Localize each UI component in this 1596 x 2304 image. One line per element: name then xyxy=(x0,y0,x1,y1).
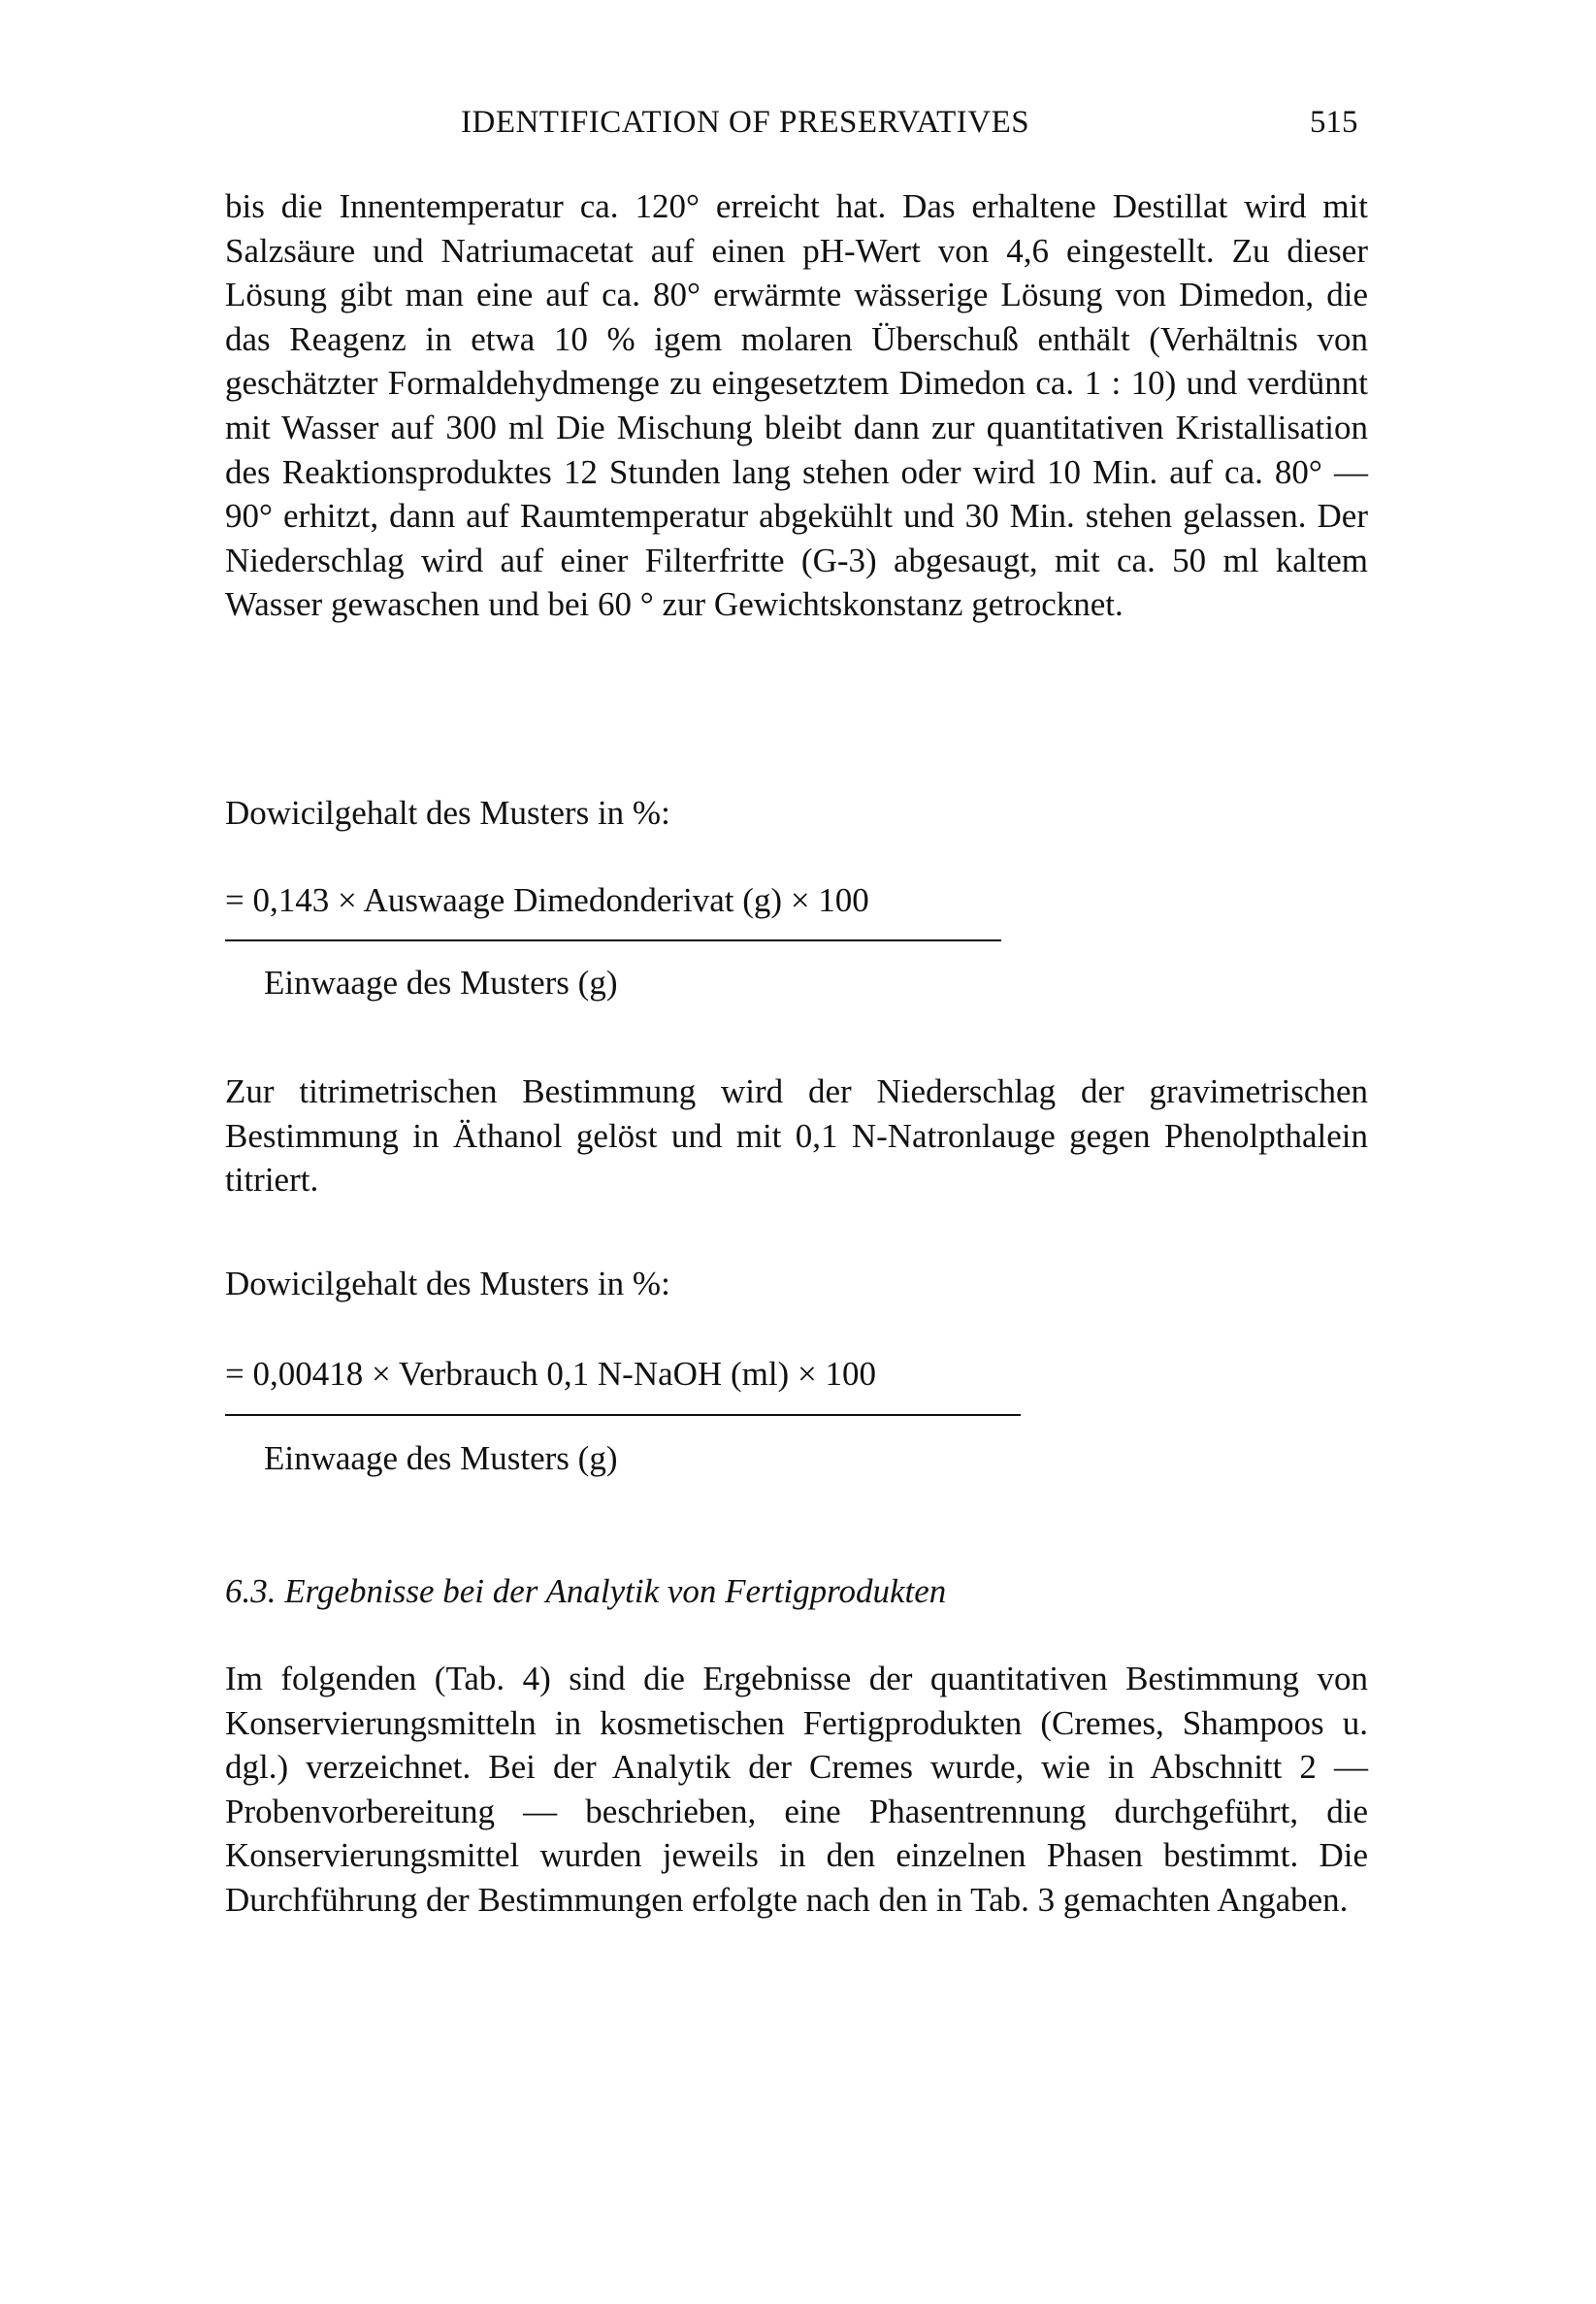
formula-1-title: Dowicilgehalt des Musters in %: xyxy=(225,794,670,832)
page-number: 515 xyxy=(1310,105,1358,140)
formula-2-numerator: = 0,00418 × Verbrauch 0,1 N-NaOH (ml) × 100 xyxy=(225,1355,876,1393)
formula-1-numerator: = 0,143 × Auswaage Dimedonderivat (g) × 100 xyxy=(225,881,869,919)
section-heading: 6.3. Ergebnisse bei der Analytik von Fertigprodukten xyxy=(225,1572,947,1610)
formula-1-fraction-line xyxy=(225,939,1001,941)
formula-2-title: Dowicilgehalt des Musters in %: xyxy=(225,1265,670,1302)
running-head: IDENTIFICATION OF PRESERVATIVES xyxy=(461,105,1030,140)
paragraph-distillation-procedure: bis die Innentemperatur ca. 120° erreicht hat. Das erhaltene Destillat wird mit Salzsäure und Natriumacetat auf einen pH-Wert von 4,6 eingestellt. Zu dieser Lösung gibt man eine auf ca. 80° erwärmte wässerige Lösung von Dimedon, die das Reagenz in etwa 10 % igem molaren Überschuß enthält (Verhältnis von geschätzter Formaldehydmenge zu eingesetztem Dimedon ca. 1 : 10) und verdünnt mit Wasser auf 300 ml Die Mischung bleibt dann zur quantitativen Kristallisation des Reaktionsproduktes 12 Stunden lang stehen oder wird 10 Min. auf ca. 80° — 90° erhitzt, dann auf Raumtemperatur abgekühlt und 30 Min. stehen gelassen. Der Niederschlag wird auf einer Filterfritte (G-3) abgesaugt, mit ca. 50 ml kaltem Wasser gewaschen und bei 60 ° zur Gewichtskonstanz getrocknet. xyxy=(225,187,1368,624)
paragraph-titrimetric-determination: Zur titrimetrischen Bestimmung wird der Niederschlag der gravimetrischen Bestimmung in Äthanol gelöst und mit 0,1 N-Natronlauge gegen Phenolpthalein titriert. xyxy=(225,1072,1368,1200)
formula-2-denominator: Einwaage des Musters (g) xyxy=(264,1439,618,1477)
formula-1-denominator: Einwaage des Musters (g) xyxy=(264,964,618,1002)
page-header xyxy=(0,105,1596,153)
paragraph-results: Im folgenden (Tab. 4) sind die Ergebnisse der quantitativen Bestimmung von Konservierungsmitteln in kosmetischen Fertigprodukten (Cremes, Shampoos u. dgl.) verzeichnet. Bei der Analytik der Cremes wurde, wie in Abschnitt 2 — Probenvorbereitung — beschrieben, eine Phasentrennung durchgeführt, die Konservierungsmittel wurden jeweils in den einzelnen Phasen bestimmt. Die Durchführung der Bestimmungen erfolgte nach den in Tab. 3 gemachten Angaben. xyxy=(225,1660,1368,1919)
formula-2-fraction-line xyxy=(225,1414,1021,1416)
